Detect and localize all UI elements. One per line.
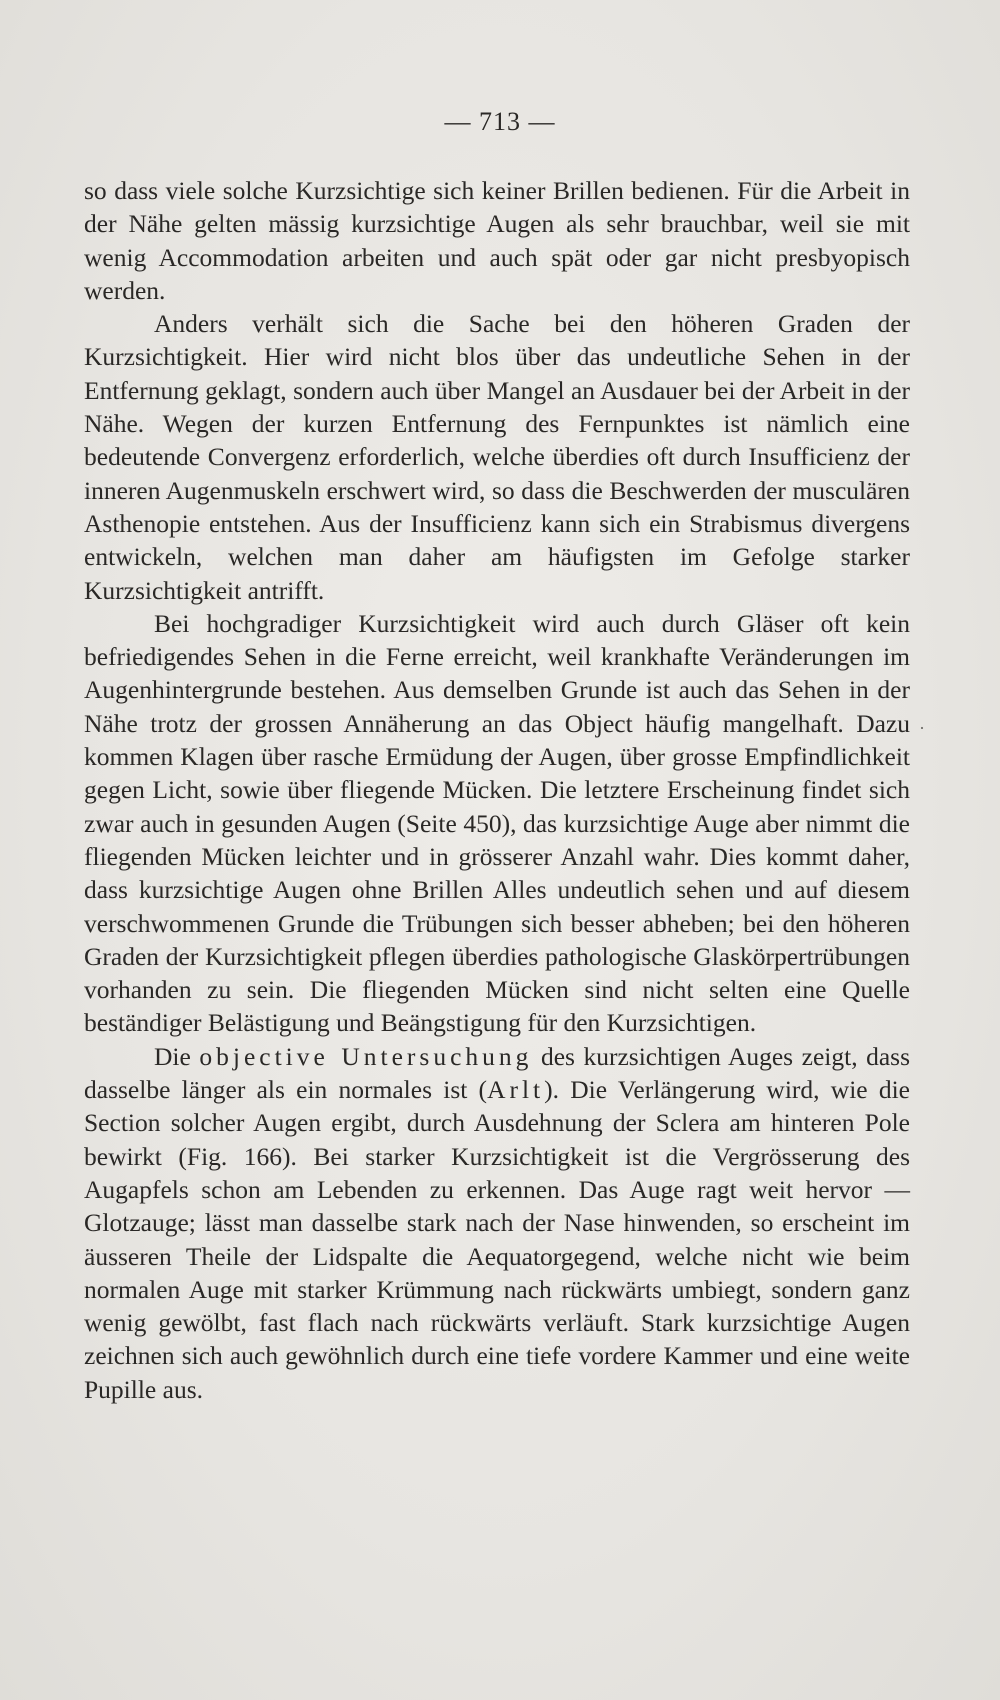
paragraph-2: Anders verhält sich die Sache bei den höheren Graden der Kurzsichtigkeit. Hier wird nicht blos über das undeutliche Sehen in der Entfernung geklagt, sondern auch über Mangel an Ausdauer bei der Arbeit in der Nähe. Wegen der kurzen Entfernung des Fernpunktes ist nämlich eine bedeutende Convergenz erforderlich, welche überdies oft durch Insufficienz der inneren Augenmuskeln erschwert wird, so dass die Beschwerden der musculären Asthenopie entstehen. Aus der Insufficienz kann sich ein Strabismus divergens entwickeln, welchen man daher am häufigsten im Gefolge starker Kurzsichtigkeit antrifft. [84, 309, 910, 605]
paragraph-3: Bei hochgradiger Kurzsichtigkeit wird auch durch Gläser oft kein befriedigendes Sehen in die Ferne erreicht, weil krankhafte Veränderungen im Augenhintergrunde bestehen. Aus demselben Grunde ist auch das Sehen in der Nähe trotz der grossen Annäherung an das Object häufig mangelhaft. Dazu kommen Klagen über rasche Ermüdung der Augen, über grosse Empfindlichkeit gegen Licht, sowie über fliegende Mücken. Die letztere Erscheinung findet sich zwar auch in gesunden Augen (Seite 450), das kurzsichtige Auge aber nimmt die fliegenden Mücken leichter und in grösserer Anzahl wahr. Dies kommt daher, dass kurzsichtige Augen ohne Brillen Alles undeutlich sehen und auf diesem verschwommenen Grunde die Trübungen sich besser abheben; bei den höheren Graden der Kurzsichtigkeit pflegen überdies pathologische Glaskörpertrübungen vorhanden zu sein. Die fliegenden Mücken sind nicht selten eine Quelle beständiger Belästigung und Beängstigung für den Kurzsichtigen. [84, 608, 910, 1038]
emphasis-objective-untersuchung: objective Untersuchung [199, 1041, 533, 1071]
paragraph-1: so dass viele solche Kurzsichtige sich keiner Brillen bedienen. Für die Arbeit in der Nähe gelten mässig kurzsichtige Augen als sehr brauchbar, weil sie mit wenig Accommodation arbeiten und auch spät oder gar nicht presbyopisch werden. [84, 176, 910, 305]
paragraph-4 [84, 1040, 910, 1406]
paragraph-4-end: ). Die Verlängerung wird, wie die Section solcher Augen ergibt, durch Ausdehnung der Sclera am hinteren Pole bewirkt (Fig. 166). Bei starker Kurzsichtigkeit ist die Vergrösserung des Augapfels schon am Lebenden zu erkennen. Das Auge ragt weit hervor — Glotzauge; lässt man dasselbe stark nach der Nase hinwenden, so erscheint im äusseren Theile der Lidspalte die Aequatorgegend, welche nicht wie beim normalen Auge mit starker Krümmung nach rückwärts umbiegt, sondern ganz wenig gewölbt, fast flach nach rückwärts verläuft. Stark kurzsichtige Augen zeichnen sich auch gewöhnlich durch eine tiefe vordere Kammer und eine weite Pupille aus. [84, 1075, 910, 1404]
emphasis-arlt: Arlt [487, 1075, 545, 1105]
paragraph-4-start: Die [154, 1041, 191, 1071]
page-number: — 713 — [444, 107, 556, 136]
paragraph-4-middle: des kurzsichtigen Auges zeigt, dass dasselbe länger als ein normales ist ( [84, 1041, 911, 1105]
margin-mark: · [919, 718, 925, 738]
body-text [84, 174, 910, 1406]
